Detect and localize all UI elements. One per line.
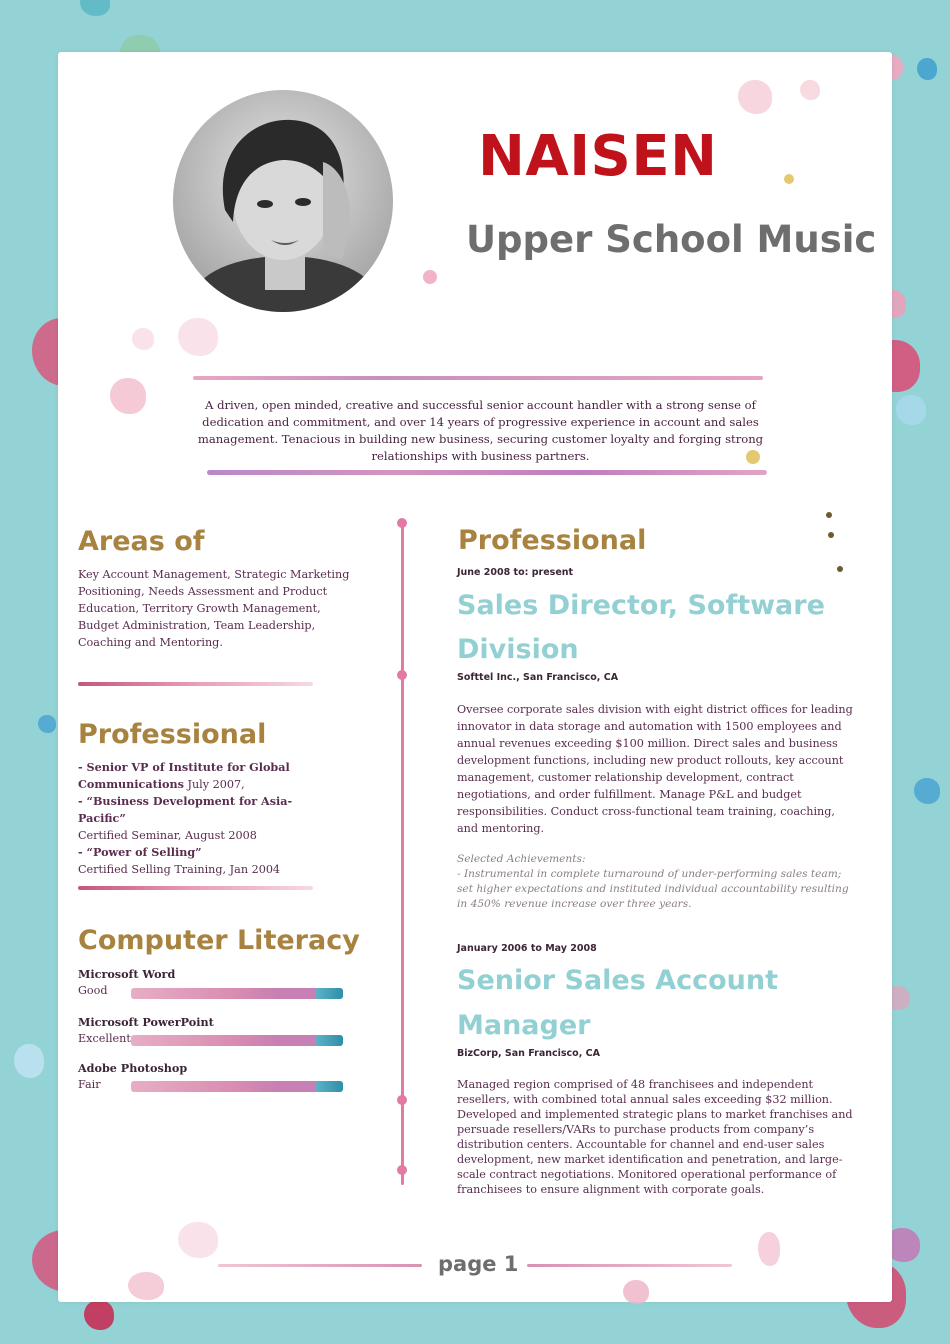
- decorative-petal: [896, 395, 926, 425]
- candidate-subtitle: Upper School Music: [466, 218, 877, 261]
- skill-level: Good: [78, 984, 108, 997]
- achievements-label: Selected Achievements:: [457, 853, 586, 865]
- job-dates: June 2008 to: present: [457, 567, 574, 578]
- decorative-petal: [80, 0, 110, 16]
- computer-literacy-heading: Computer Literacy: [78, 925, 360, 956]
- profile-summary: A driven, open minded, creative and successful senior account handler with a strong sense of dedication and commitment, and over 14 years of progressive experience in account and sales management. Tenacious in building new business, securing customer loyalty and forging strong relationships with business partners.: [197, 398, 764, 463]
- timeline-line: [401, 520, 404, 1185]
- timeline-knot: [397, 1165, 407, 1175]
- decorative-petal: [178, 318, 218, 356]
- decorative-dot: [784, 174, 794, 184]
- job-description: Oversee corporate sales division with eight district offices for leading innovator in data storage and automation with 1500 employees and annual revenues exceeding $100 million. Direct sales and business development functions, including new product rollouts, key account management, customer relationship development, contract negotiations, and order fulfillment. Manage P&L and budget responsibilities. Conduct cross-functional team training, coaching, and mentoring.: [457, 703, 853, 835]
- professional-left-heading: Professional: [78, 719, 267, 750]
- decorative-petal: [917, 58, 937, 80]
- candidate-name: NAISEN: [478, 124, 718, 189]
- job-company: BizCorp, San Francisco, CA: [457, 1048, 600, 1059]
- professional-right-heading: Professional: [458, 525, 647, 556]
- credential-title: - “Power of Selling”: [78, 845, 202, 859]
- decorative-dot: [826, 512, 832, 518]
- skill-bar-fill: [131, 1035, 315, 1046]
- credential-detail: July 2007,: [183, 778, 245, 791]
- skill-bar-powerpoint: [131, 1035, 343, 1046]
- skill-name: Adobe Photoshop: [78, 1061, 188, 1075]
- achievements-text: - Instrumental in complete turnaround of under-performing sales team; set higher expectations and instituted individual accountability resulting in 450% revenue increase over three years.: [457, 868, 849, 910]
- decorative-petal: [178, 1222, 218, 1258]
- skill-bar-end: [315, 1035, 343, 1046]
- credential-detail: Certified Seminar, August 2008: [78, 829, 257, 842]
- footer-left-rule: [218, 1264, 422, 1267]
- skill-bar-fill: [131, 1081, 315, 1092]
- decorative-petal: [914, 778, 940, 804]
- decorative-dot: [828, 532, 834, 538]
- job-company: Softtel Inc., San Francisco, CA: [457, 672, 619, 683]
- page-number: page 1: [438, 1252, 519, 1276]
- decorative-petal: [738, 80, 772, 114]
- timeline-knot: [397, 518, 407, 528]
- credential-title: - “Business Development for Asia-Pacific”: [78, 794, 293, 825]
- job-title: Manager: [457, 1010, 591, 1041]
- timeline-knot: [397, 1095, 407, 1105]
- decorative-petal: [38, 715, 56, 733]
- decorative-petal: [128, 1272, 164, 1300]
- decorative-petal: [800, 80, 820, 100]
- areas-divider: [78, 682, 313, 686]
- decorative-petal: [14, 1044, 44, 1078]
- summary-top-divider: [193, 376, 763, 380]
- decorative-petal: [84, 1300, 114, 1330]
- job-dates: January 2006 to May 2008: [457, 943, 597, 954]
- footer-right-rule: [527, 1264, 732, 1267]
- decorative-dot: [837, 566, 843, 572]
- skill-bar-end: [315, 1081, 343, 1092]
- skill-bar-end: [315, 988, 343, 999]
- job-title: Sales Director, Software: [457, 590, 825, 621]
- credential-item: [78, 793, 338, 844]
- skill-name: Microsoft Word: [78, 967, 176, 981]
- decorative-petal: [623, 1280, 649, 1304]
- skill-level: Fair: [78, 1078, 101, 1091]
- decorative-petal: [758, 1232, 780, 1266]
- skill-level: Excellent: [78, 1032, 131, 1045]
- summary-bottom-divider: [207, 470, 767, 475]
- credential-title: - Senior VP of Institute for Global Communications: [78, 760, 290, 791]
- skill-name: Microsoft PowerPoint: [78, 1015, 214, 1029]
- job-title: Division: [457, 634, 579, 665]
- profile-photo: [173, 90, 393, 312]
- decorative-petal: [110, 378, 146, 414]
- professional-left-divider: [78, 886, 313, 890]
- timeline-knot: [397, 670, 407, 680]
- job-title: Senior Sales Account: [457, 965, 779, 996]
- skill-bar-photoshop: [131, 1081, 343, 1092]
- decorative-dot: [423, 270, 437, 284]
- credential-item: [78, 844, 338, 878]
- areas-text: Key Account Management, Strategic Marketing Positioning, Needs Assessment and Product Education, Territory Growth Management, Budget Administration, Team Leadership, Coaching and Mentoring.: [78, 568, 350, 649]
- credentials-list: [78, 759, 338, 878]
- credential-item: [78, 759, 338, 793]
- skill-bar-word: [131, 988, 343, 999]
- areas-heading: Areas of: [78, 526, 205, 557]
- skill-bar-fill: [131, 988, 315, 999]
- decorative-petal: [132, 328, 154, 350]
- credential-detail: Certified Selling Training, Jan 2004: [78, 863, 281, 876]
- job-description: Managed region comprised of 48 franchisees and independent resellers, with combined total annual sales exceeding $32 million. Developed and implemented strategic plans to market franchises and persuade resellers/VARs to purchase products from company’s distribution centers. Accountable for channel and end-user sales development, new market identification and penetration, and large-scale contract negotiations. Monitored operational performance of franchisees to ensure alignment with corporate goals.: [457, 1078, 853, 1196]
